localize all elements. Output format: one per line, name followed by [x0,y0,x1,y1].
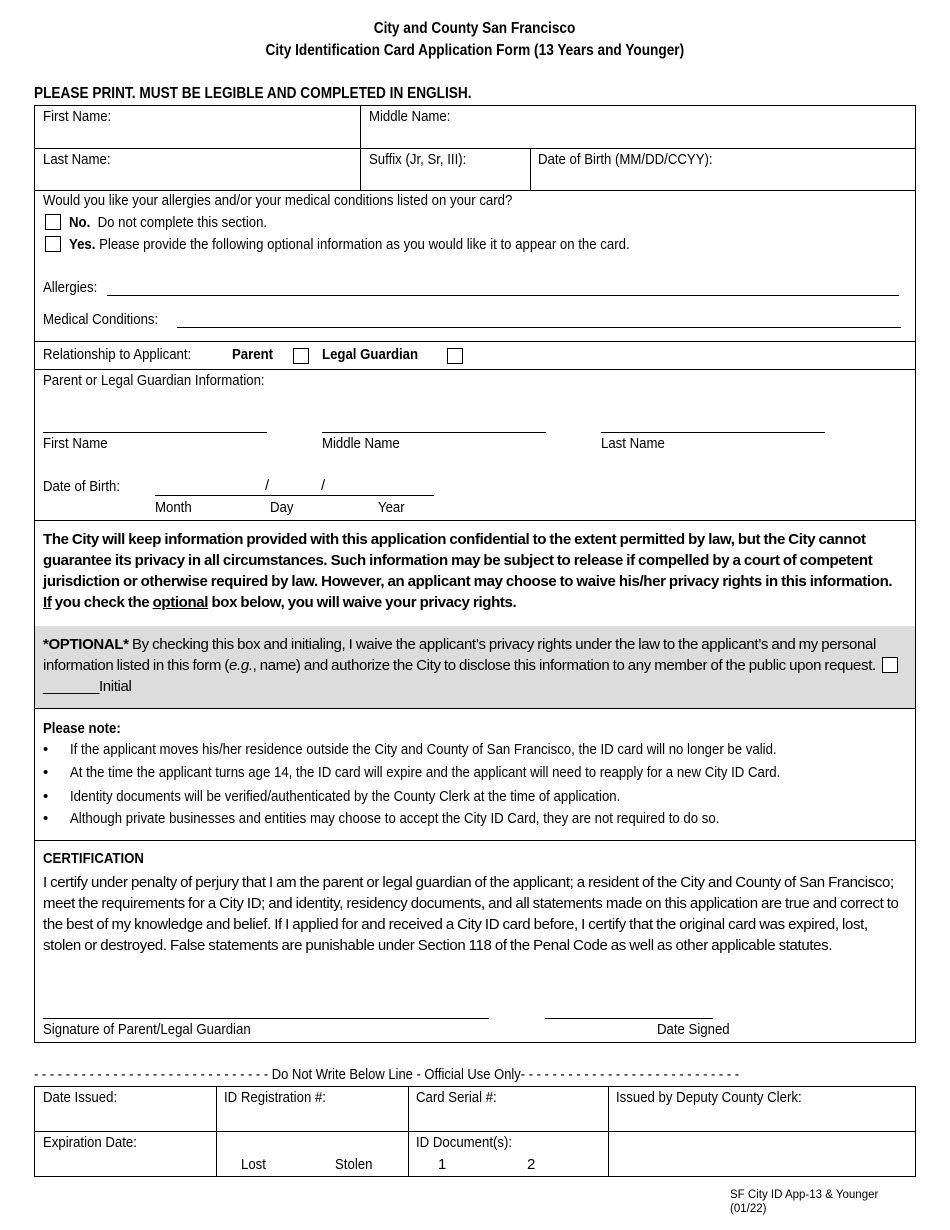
guardian-middle-name-label: Middle Name [322,435,400,452]
guardian-last-name-label: Last Name [601,435,665,452]
medical-yes-option[interactable]: Yes. Please provide the following optional information as you would like it to appear on the card. [45,236,706,253]
date-issued-field: Date Issued: [43,1089,118,1106]
certification-heading: CERTIFICATION [43,850,144,867]
medical-section [34,190,916,342]
expiration-date-field: Expiration Date: [43,1134,137,1151]
dob-day-label: Day [270,499,294,516]
medical-conditions-label: Medical Conditions: [43,311,159,328]
guardian-middle-name-input[interactable] [322,432,546,433]
date-of-birth-field[interactable]: Date of Birth (MM/DD/CCYY): [538,151,713,168]
medical-question: Would you like your allergies and/or your medical conditions listed on your card? [43,192,513,209]
form-title: City Identification Card Application Form (13 Years and Younger) [265,42,685,59]
guardian-dob-label: Date of Birth: [43,478,121,495]
suffix-field[interactable]: Suffix (Jr, Sr, III): [369,151,467,168]
signature-label: Signature of Parent/Legal Guardian [43,1021,251,1038]
medical-no-checkbox[interactable] [45,214,61,230]
parent-label: Parent [232,346,274,363]
relationship-section [34,341,916,370]
medical-no-option[interactable]: No. Do not complete this section. [45,214,294,231]
signature-input[interactable] [43,1018,489,1019]
dob-year-label: Year [378,499,405,516]
applicant-name-section [34,105,916,191]
official-use-divider: - - - - - - - - - - - - - - - - - - - - - - - - - - - - - - Do Not Write Below Line - Official Use Only- - - - - - - - - - - - - - - - - - - - - - - - - - - - [34,1066,740,1083]
card-serial-field: Card Serial #: [416,1089,497,1106]
last-name-field[interactable]: Last Name: [43,151,111,168]
id-documents-field: ID Document(s): [416,1134,513,1151]
date-signed-input[interactable] [545,1018,713,1019]
medical-yes-checkbox[interactable] [45,236,61,252]
allergies-input[interactable] [107,295,899,296]
legal-guardian-label: Legal Guardian [322,346,419,363]
guardian-first-name-input[interactable] [43,432,267,433]
guardian-first-name-label: First Name [43,435,108,452]
certification-section [34,840,916,1043]
please-note-heading: Please note: [43,720,121,737]
issued-by-clerk-field: Issued by Deputy County Clerk: [616,1089,802,1106]
privacy-notice-text: The City will keep information provided with this application confidential to the extent permitted by law, but the City cannot guarantee its privacy in all circumstances. Such information may be subject to release if compelled by a court of competent jurisdiction or otherwise required by law. However, an applicant may choose to waive his/her privacy rights in this information. If you check the optional box below, you will waive your privacy rights. [43,531,893,611]
guardian-info-section [34,369,916,521]
stolen-label: Stolen [335,1156,373,1173]
guardian-info-heading: Parent or Legal Guardian Information: [43,372,265,389]
guardian-dob-input[interactable] [155,495,434,496]
lost-label: Lost [241,1156,266,1173]
print-instruction: PLEASE PRINT. MUST BE LEGIBLE AND COMPLETED IN ENGLISH. [34,85,472,102]
optional-waiver-section [34,626,916,709]
initial-field[interactable]: _______Initial [43,678,132,695]
form-version-footer: SF City ID App-13 & Younger (01/22) [730,1189,879,1215]
id-document-1: 1 [438,1156,447,1173]
dob-month-label: Month [155,499,192,516]
first-name-field[interactable]: First Name: [43,108,112,125]
guardian-last-name-input[interactable] [601,432,825,433]
middle-name-field[interactable]: Middle Name: [369,108,451,125]
form-authority-title: City and County San Francisco [374,20,576,37]
dob-slash-1: / [265,477,270,494]
privacy-notice-section [34,520,916,627]
parent-checkbox[interactable] [293,348,309,364]
relationship-label: Relationship to Applicant: [43,346,192,363]
id-document-2: 2 [527,1156,536,1173]
date-signed-label: Date Signed [657,1021,730,1038]
certification-text: I certify under penalty of perjury that I am the parent or legal guardian of the applicant; a resident of the City and County of San Francisco; meet the requirements for a City ID; and identity, residency documents, and all statements made on this application are true and correct to the best of my knowledge and belief. If I applied for and received a City ID card before, I certify that the original card was expired, lost, stolen or destroyed. False statements are punishable under Section 118 of the Penal Code as well as other applicable statutes. [43,874,899,954]
id-registration-field: ID Registration #: [224,1089,326,1106]
legal-guardian-checkbox[interactable] [447,348,463,364]
official-use-table [34,1086,916,1177]
please-note-section: Please note: • If the applicant moves his/her residence outside the City and County of San Francisco, the ID card will no longer be valid. • At the time the applicant turns age 14, the ID card will expire and the applicant will need to reapply for a new City ID Card. • Identity documents will be verified/authenticated by the County Clerk at the time of application. • Although private businesses and entities may choose to accept the City ID Card, they are not required to do so. [34,708,916,841]
medical-conditions-input[interactable] [177,327,901,328]
optional-waiver-text: *OPTIONAL* By checking this box and initialing, I waive the applicant’s privacy rights under the law to the applicant’s and my personal information listed in this form (e.g., name) and authorize the City to disclose this information to any member of the public upon request. _______Initial [43,634,903,697]
dob-slash-2: / [321,477,326,494]
privacy-waiver-checkbox[interactable] [882,657,898,673]
allergies-label: Allergies: [43,279,98,296]
